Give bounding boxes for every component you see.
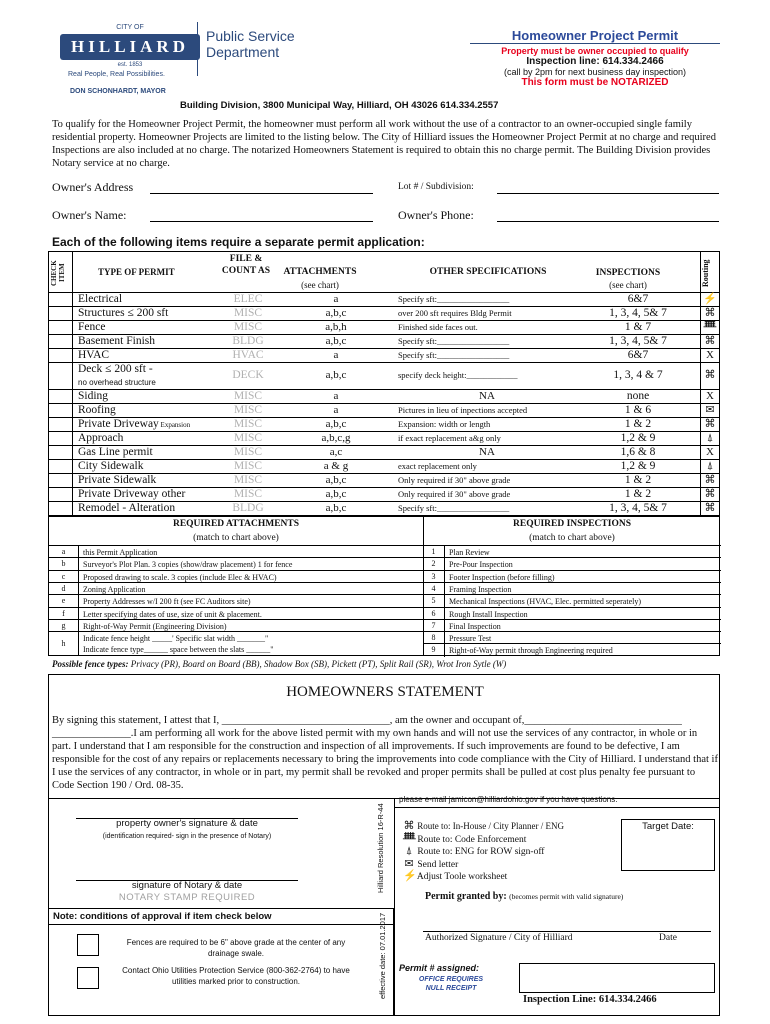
permit-type xyxy=(78,474,226,487)
permit-row xyxy=(48,501,720,515)
condition-1-text: Fences are required to be 6" above grade at the center of any drainage swale. xyxy=(126,938,346,958)
office-routing-panel xyxy=(394,795,720,1016)
cell-border xyxy=(72,418,73,432)
cell-border xyxy=(72,307,73,321)
statement-paragraph: _______________.I am performing all work for the above listed permit with my own hands and will not use the services of any contractor, in whole or in part. I understand that I am responsible for the construction and inspection of all improvements. If such improvements are found to be defective, I am responsible for the cost of any repairs or replacements necessary to bring the improvements into code compliance with the City of Hilliard. I understand that if I use the services of any contractor, in whole or in part, my permit shall be revoked and proper permits shall be pulled at cost plus penalty fee pursuant to Code Section 190 / Ord. 08-35. xyxy=(52,728,718,791)
list-key: 1 xyxy=(423,546,445,558)
inspections-header: INSPECTIONS xyxy=(595,268,661,278)
list-item xyxy=(49,557,423,569)
authorized-signature-label: Authorized Signature / City of Hilliard xyxy=(425,933,573,943)
inspections: 6&7 xyxy=(627,293,649,305)
permit-type-note: Expansion xyxy=(158,421,191,429)
required-lists xyxy=(48,516,720,656)
routing-icon: X xyxy=(706,446,714,458)
check-item-cell[interactable] xyxy=(49,390,72,404)
owners-phone-input[interactable] xyxy=(497,221,719,222)
notarized-note: This form must be NOTARIZED xyxy=(521,77,669,88)
department-name xyxy=(206,28,295,60)
permit-row xyxy=(48,445,720,459)
list-text-line: Footer Inspection (before filling) xyxy=(449,572,555,582)
attachments: a,b,c xyxy=(325,502,347,514)
notary-stamp-label: NOTARY STAMP REQUIRED xyxy=(118,892,256,903)
list-text-line: Indicate fence type______ space between the slats ______" xyxy=(83,645,274,655)
permit-row xyxy=(48,306,720,320)
fence-types xyxy=(52,659,506,669)
condition-2-text: Contact Ohio Utilities Protection Service (800-362-2764) to have utilities marked prior to construction. xyxy=(122,966,350,986)
route-option-5[interactable] xyxy=(403,869,507,882)
permit-row xyxy=(48,320,720,334)
file-as: MISC xyxy=(233,404,263,416)
check-item-cell[interactable] xyxy=(49,502,72,516)
lightning-icon: ⚡ xyxy=(403,870,417,882)
inspection-line: Inspection line: 614.334.2466 xyxy=(526,56,664,67)
list-divider xyxy=(423,517,424,656)
permit-type-label: Electrical xyxy=(78,293,123,305)
attachments: a xyxy=(333,404,339,416)
check-item-cell[interactable] xyxy=(49,418,72,432)
list-item xyxy=(423,607,721,619)
list-key: b xyxy=(49,558,79,570)
routing-icon: X xyxy=(706,390,714,402)
list-item xyxy=(49,582,423,594)
logo-city-name: HILLIARD xyxy=(60,34,200,60)
routing-icon: ᚙ xyxy=(703,321,717,333)
permit-assigned-label: Permit # assigned: xyxy=(399,963,480,973)
list-key: a xyxy=(49,546,79,558)
cell-border xyxy=(72,349,73,363)
command-icon: ⌘ xyxy=(403,820,415,832)
other-spec: if exact replacement a&g only xyxy=(398,433,501,443)
permit-row xyxy=(48,334,720,348)
inspections: 1, 3, 4, 5& 7 xyxy=(609,502,667,514)
permit-type xyxy=(78,390,226,403)
logo-est: est. 1853 xyxy=(117,62,143,68)
check-item-cell[interactable] xyxy=(49,321,72,335)
list-key: 7 xyxy=(423,620,445,632)
attachments: a,b,c xyxy=(325,335,347,347)
routing-header: Routing xyxy=(701,259,710,287)
list-key: 3 xyxy=(423,571,445,583)
other-spec: NA xyxy=(479,446,495,458)
check-item-cell[interactable] xyxy=(49,335,72,349)
target-date-box[interactable] xyxy=(621,819,715,871)
permit-header xyxy=(470,28,720,88)
owners-address-input[interactable] xyxy=(150,193,373,194)
resolution-label: Hilliard Resolution 16-R-44 xyxy=(376,803,385,893)
file-as: MISC xyxy=(233,307,263,319)
city-logo xyxy=(60,24,200,76)
inspections: 1 & 2 xyxy=(624,418,652,430)
list-key: c xyxy=(49,571,79,583)
permit-type xyxy=(78,349,226,362)
permit-type xyxy=(78,488,226,501)
permit-type-label: Siding xyxy=(78,390,109,402)
condition-1-checkbox[interactable] xyxy=(77,934,99,956)
other-spec: Specify sft:_________________ xyxy=(398,294,510,304)
file-as: MISC xyxy=(233,321,263,333)
inspections: 6&7 xyxy=(627,349,649,361)
permit-granted-note: (becomes permit with valid signature) xyxy=(509,892,624,901)
authorized-signature-line[interactable] xyxy=(423,931,711,932)
list-key: 9 xyxy=(423,644,445,656)
route-3-label: Route to: ENG for ROW sign-off xyxy=(417,847,545,857)
list-text-line: Proposed drawing to scale. 3 copies (include Elec & HVAC) xyxy=(83,572,277,582)
req-inspections-title: REQUIRED INSPECTIONS xyxy=(513,519,631,529)
file-as: MISC xyxy=(233,474,263,486)
permit-type xyxy=(78,363,226,389)
list-key: h xyxy=(49,632,79,656)
routing-icon: ⌘ xyxy=(704,335,716,347)
list-text-line: Letter specifying dates of use, size of unit & placement. xyxy=(83,609,262,619)
file-as: MISC xyxy=(233,488,263,500)
check-item-cell[interactable] xyxy=(49,307,72,321)
logo-top-text: CITY OF xyxy=(116,24,144,31)
owners-phone-label: Owner's Phone: xyxy=(398,208,474,222)
list-key: 8 xyxy=(423,632,445,644)
check-item-cell[interactable] xyxy=(49,488,72,502)
permit-row xyxy=(48,403,720,417)
permit-row xyxy=(48,348,720,362)
fence-types-label: Possible fence types: xyxy=(52,659,129,669)
permit-type-label: Approach xyxy=(78,432,124,444)
list-item xyxy=(423,619,721,631)
permit-type xyxy=(78,404,226,417)
permit-type-label: Remodel - Alteration xyxy=(78,502,176,514)
file-as: MISC xyxy=(233,418,263,430)
other-spec: NA xyxy=(479,390,495,402)
other-spec: exact replacement only xyxy=(398,461,477,471)
other-spec: Specify sft:_________________ xyxy=(398,336,510,346)
other-spec-header: OTHER SPECIFICATIONS xyxy=(429,267,547,277)
cell-border xyxy=(72,335,73,349)
owners-name-input[interactable] xyxy=(150,221,373,222)
attachments: a,b,c xyxy=(325,307,347,319)
inspections: 1, 3, 4 & 7 xyxy=(613,369,663,381)
other-spec: Pictures in lieu of inpections accepted xyxy=(398,405,528,415)
list-item xyxy=(49,570,423,582)
permit-granted-label: Permit granted by: xyxy=(425,891,507,902)
logo-tagline: Real People, Real Possibilities. xyxy=(68,71,165,78)
list-text-line: Pressure Test xyxy=(449,634,492,644)
list-text-line: Property Addresses w/I 200 ft (see FC Auditors site) xyxy=(83,597,251,607)
notary-signature-label: signature of Notary & date xyxy=(131,880,243,891)
permit-type-label: HVAC xyxy=(78,349,110,361)
permit-row xyxy=(48,473,720,487)
inspections: 1 & 2 xyxy=(624,474,652,486)
permit-type xyxy=(78,418,226,432)
routing-icon: ⌘ xyxy=(704,474,716,486)
email-note: please e-mail jamicon@hilliardohio.gov if you have questions. xyxy=(399,795,618,804)
list-text-line: Zoning Application xyxy=(83,584,146,594)
dept-line-2: Department xyxy=(206,44,280,60)
list-item xyxy=(423,631,721,643)
inspections: 1 & 6 xyxy=(624,404,652,416)
permit-type xyxy=(78,502,226,515)
statement-body xyxy=(52,714,718,792)
list-key: g xyxy=(49,620,79,632)
dept-line-1: Public Service xyxy=(206,28,295,44)
permit-type xyxy=(78,307,226,320)
check-item-cell[interactable] xyxy=(49,446,72,460)
list-text-line: Pre-Pour Inspection xyxy=(449,560,513,570)
lot-label: Lot # / Subdivision: xyxy=(398,182,474,192)
attachments: a,b,c xyxy=(325,369,347,381)
owner-occupied-note: Property must be owner occupied to qualify xyxy=(501,46,689,56)
page-title: Homeowner Project Permit xyxy=(511,28,679,43)
permit-type-label: Fence xyxy=(78,321,106,333)
section-title: Each of the following items require a separate permit application: xyxy=(52,235,425,249)
inspection-line-footer: Inspection Line: 614.334.2466 xyxy=(523,994,657,1005)
check-item-cell[interactable] xyxy=(49,474,72,488)
permit-row xyxy=(48,459,720,473)
list-item xyxy=(423,545,721,557)
routing-icon: ⌘ xyxy=(704,488,716,500)
routing-icon: ⌘ xyxy=(704,369,716,381)
check-item-cell[interactable] xyxy=(49,460,72,474)
attachments: a xyxy=(333,390,339,402)
list-item xyxy=(423,557,721,569)
attachments: a,b,h xyxy=(325,321,347,333)
route-2-label: Route to: Code Enforcement xyxy=(417,835,527,845)
list-text-line: Final Inspection xyxy=(449,621,501,631)
office-requires: OFFICE REQUIRES xyxy=(418,976,484,983)
fence-icon: ᚙ xyxy=(403,833,416,845)
file-as: MISC xyxy=(233,432,263,444)
authorized-date-label: Date xyxy=(659,933,677,943)
header-rule xyxy=(470,43,720,44)
permit-row xyxy=(48,417,720,431)
attachments: a xyxy=(333,349,339,361)
cell-border xyxy=(72,363,73,390)
attachments-header: ATTACHMENTS xyxy=(283,267,357,277)
list-text-line: Mechanical Inspections (HVAC, Elec. permitted seperately) xyxy=(449,597,642,607)
attachments: a xyxy=(333,293,339,305)
list-item xyxy=(49,545,423,557)
other-spec: Finished side faces out. xyxy=(398,322,478,332)
permit-type-label: Structures ≤ 200 sft xyxy=(78,307,169,319)
target-date-label: Target Date: xyxy=(642,821,694,832)
list-text-line: Indicate fence height _____' Specific slat width _______" xyxy=(83,634,269,644)
permit-type xyxy=(78,293,226,306)
req-inspections-sub: (match to chart above) xyxy=(529,533,615,543)
owners-address-label: Owner's Address xyxy=(52,180,134,194)
list-key: d xyxy=(49,583,79,595)
logo-divider xyxy=(197,22,198,76)
file-as: MISC xyxy=(233,460,263,472)
list-item xyxy=(423,570,721,582)
permit-type-label: Private Sidewalk xyxy=(78,474,157,486)
route-5-label: Adjust Toole worksheet xyxy=(416,872,508,882)
list-text xyxy=(83,633,274,655)
route-option-1[interactable] xyxy=(403,819,564,832)
req-attachments-title: REQUIRED ATTACHMENTS xyxy=(172,519,300,529)
list-key: 6 xyxy=(423,608,445,620)
permit-type xyxy=(78,432,226,445)
permit-type-label: Basement Finish xyxy=(78,335,155,347)
permit-type-label: Roofing xyxy=(78,404,116,416)
routing-icon: ⚡ xyxy=(703,293,717,305)
cell-border xyxy=(72,404,73,418)
routing-icon: ⌘ xyxy=(704,418,716,430)
list-text-line: this Permit Application xyxy=(83,548,158,557)
routing-icon: ⌘ xyxy=(704,502,716,514)
road-icon: ⍋ xyxy=(405,845,413,857)
mayor-name: DON SCHONHARDT, MAYOR xyxy=(70,88,166,95)
permit-number-box[interactable] xyxy=(519,963,715,993)
routing-icon: ⌘ xyxy=(704,307,716,319)
condition-2-checkbox[interactable] xyxy=(77,967,99,989)
list-item xyxy=(423,582,721,594)
check-item-cell[interactable] xyxy=(49,349,72,363)
fence-types-list: Privacy (PR), Board on Board (BB), Shadow Box (SB), Pickett (PT), Split Rail (SR), Wrot Iron Sytle (W) xyxy=(130,659,507,669)
file-as-header: FILE & COUNT AS xyxy=(221,254,271,276)
permit-type-label: Deck ≤ 200 sft - xyxy=(78,363,153,375)
permit-type xyxy=(78,335,226,348)
inspections: 1,6 & 8 xyxy=(620,446,656,458)
other-spec: Specify sft:_________________ xyxy=(398,350,510,360)
attachments: a,b,c xyxy=(325,474,347,486)
other-spec: Only required if 30" above grade xyxy=(398,475,511,485)
permit-row xyxy=(48,487,720,501)
route-option-2[interactable] xyxy=(403,832,526,845)
conditions-title: Note: conditions of approval if item check below xyxy=(53,911,272,922)
statement-title: HOMEOWNERS STATEMENT xyxy=(286,684,484,700)
permit-row xyxy=(48,389,720,403)
check-item-cell[interactable] xyxy=(49,404,72,418)
permit-type xyxy=(78,460,226,473)
permit-type-label: Private Driveway other xyxy=(78,488,186,500)
attachments: a,c xyxy=(329,446,343,458)
list-text-line: Right-of-Way Permit (Engineering Division) xyxy=(83,621,227,631)
file-as: BLDG xyxy=(232,335,264,347)
attachments: a & g xyxy=(323,460,349,472)
cell-border xyxy=(72,321,73,335)
list-item xyxy=(49,607,423,619)
inspections: 1,2 & 9 xyxy=(620,432,656,444)
inspections: 1,2 & 9 xyxy=(620,460,656,472)
permit-type xyxy=(78,321,226,334)
cell-border xyxy=(72,474,73,488)
lot-input[interactable] xyxy=(497,193,719,194)
null-receipt: NULL RECEIPT xyxy=(425,985,477,992)
envelope-icon: ✉ xyxy=(404,858,414,870)
division-address: Building Division, 3800 Municipal Way, Hilliard, OH 43026 614.334.2557 xyxy=(180,100,499,111)
cell-border xyxy=(72,502,73,516)
owner-signature-label: property owner's signature & date xyxy=(116,818,258,829)
file-as: MISC xyxy=(233,446,263,458)
effective-date-label: effective date: 07.01.2017 xyxy=(378,912,387,1000)
permit-type-label: City Sidewalk xyxy=(78,460,144,472)
attachments: a,b,c xyxy=(325,418,347,430)
permit-row xyxy=(48,431,720,445)
check-item-cell[interactable] xyxy=(49,293,72,307)
cell-border xyxy=(72,446,73,460)
route-4-label: Send letter xyxy=(417,860,459,870)
list-key: f xyxy=(49,608,79,620)
list-item xyxy=(423,594,721,606)
file-as: HVAC xyxy=(232,349,264,361)
permit-type-note: no overhead structure xyxy=(78,378,156,387)
list-text-line: Right-of-Way permit through Engineering required xyxy=(449,646,613,656)
other-spec: Expansion: width or length xyxy=(398,419,491,429)
permit-type xyxy=(78,446,226,459)
other-spec: Only required if 30" above grade xyxy=(398,489,511,499)
routing-icon: X xyxy=(706,349,714,361)
other-spec: over 200 sft requires Bldg Permit xyxy=(398,308,512,318)
type-header: TYPE OF PERMIT xyxy=(98,267,175,277)
permit-row xyxy=(48,362,720,389)
routing-icon: ⍋ xyxy=(706,432,714,444)
list-key: e xyxy=(49,595,79,607)
list-key: 2 xyxy=(423,558,445,570)
permit-table-header xyxy=(48,251,720,295)
route-1-label: Route to: In-House / City Planner / ENG xyxy=(417,821,564,831)
owners-name-label: Owner's Name: xyxy=(52,208,127,222)
inspections: 1, 3, 4, 5& 7 xyxy=(609,335,667,347)
permit-granted xyxy=(425,891,623,902)
list-text-line: Plan Review xyxy=(449,548,490,557)
owner-signature-note: (identification required- sign in the presence of Notary) xyxy=(102,833,272,840)
list-key: 5 xyxy=(423,595,445,607)
list-text-line: Rough Install Inspection xyxy=(449,609,528,619)
file-as: MISC xyxy=(233,390,263,402)
inspections-sub: (see chart) xyxy=(609,280,647,290)
routing-icon: ⍋ xyxy=(706,460,714,472)
statement-line-1: By signing this statement, I attest that I, ________________________________, am the owner and occupant of,______________________________ xyxy=(52,715,682,726)
permit-type-label: Gas Line permit xyxy=(78,446,153,458)
routing-icon: ✉ xyxy=(705,404,715,416)
check-item-cell[interactable] xyxy=(49,363,72,390)
inspections: none xyxy=(626,390,650,402)
list-key: 4 xyxy=(423,583,445,595)
inspections: 1, 3, 4, 5& 7 xyxy=(609,307,667,319)
attachments-sub: (see chart) xyxy=(301,280,339,290)
file-as: ELEC xyxy=(233,293,263,305)
call-by-note: (call by 2pm for next business day inspection) xyxy=(503,67,687,77)
list-item xyxy=(49,594,423,606)
check-item-cell[interactable] xyxy=(49,432,72,446)
req-attachments-sub: (match to chart above) xyxy=(193,533,279,543)
cell-border xyxy=(72,488,73,502)
list-item xyxy=(423,643,721,655)
cell-border xyxy=(72,390,73,404)
intro-paragraph: To qualify for the Homeowner Project Permit, the homeowner must perform all work without the use of a contractor to an owner-occupied single family residential property. Homeowner Projects are limited to the listing below. The City of Hilliard issues the Homeowner Project Permit at no charge and required Inspections are also included at no charge. The notarized Homeowners Statement is required to obtain this no charge permit. The Building Division provides Notary service at no charge. xyxy=(52,119,716,169)
inspections: 1 & 2 xyxy=(624,488,652,500)
attachments: a,b,c xyxy=(325,488,347,500)
list-text-line: Surveyor's Plot Plan. 3 copies (show/draw placement) 1 for fence xyxy=(83,560,293,570)
cell-border xyxy=(72,293,73,307)
attachments: a,b,c,g xyxy=(321,432,351,444)
list-text-line: Framing Inspection xyxy=(449,584,512,594)
other-spec: specify deck height:____________ xyxy=(398,370,518,380)
cell-border xyxy=(72,460,73,474)
cell-border xyxy=(72,432,73,446)
inspections: 1 & 7 xyxy=(624,321,652,333)
list-item xyxy=(49,631,423,655)
other-spec: Specify sft:_________________ xyxy=(398,503,510,513)
list-item xyxy=(49,619,423,631)
permit-type-label: Private Driveway xyxy=(78,418,159,430)
permit-row xyxy=(48,292,720,306)
check-item-header: CHECK ITEM xyxy=(50,260,66,286)
conditions-box xyxy=(48,908,394,1016)
file-as: BLDG xyxy=(232,502,264,514)
file-as: DECK xyxy=(232,369,264,381)
list-text xyxy=(449,645,613,656)
